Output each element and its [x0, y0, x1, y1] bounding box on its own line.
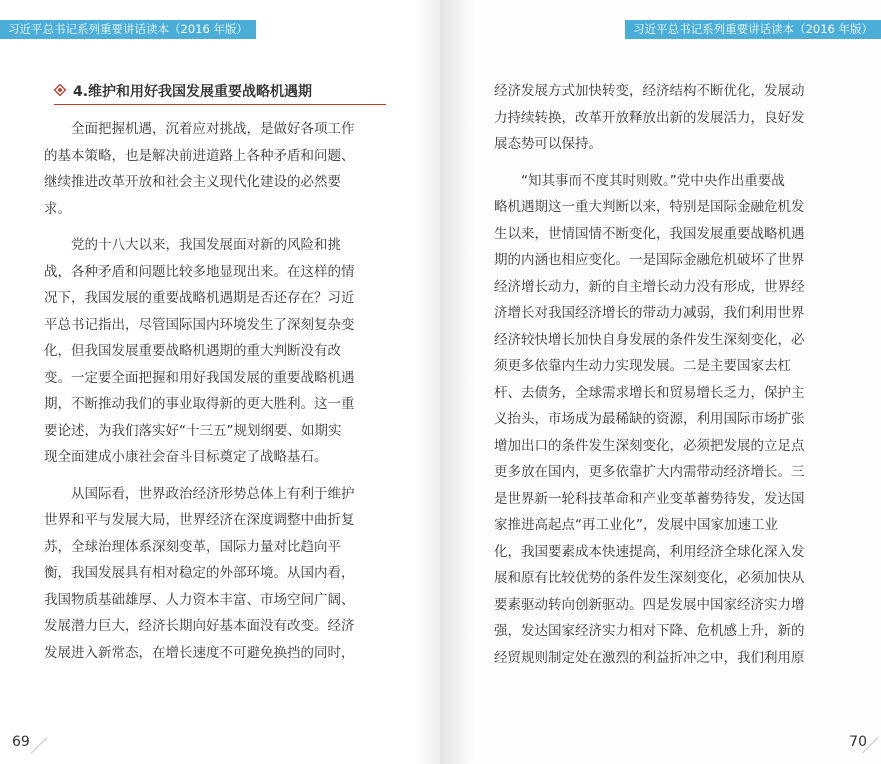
text-line: 更多放在国内，更多依靠扩大内需带动经济增长。三: [494, 464, 805, 480]
text-line: 化，但我国发展重要战略机遇期的重大判断没有改: [44, 343, 341, 359]
right-body-text: [494, 78, 834, 671]
text-line: 家推进高起点“再工业化”，发展中国家加速工业: [494, 517, 778, 533]
text-line: 化，我国要素成本快速提高，利用经济全球化深入发: [494, 543, 805, 560]
text-line: 我国物质基础雄厚、人力资本丰富、市场空间广阔、: [44, 591, 355, 608]
text-line: 党的十八大以来，我国发展面对新的风险和挑: [71, 237, 341, 253]
text-line: 要素驱动转向创新驱动。四是发展中国家经济实力增: [494, 596, 805, 613]
text-line: 经贸规则制定处在激烈的利益折冲之中，我们利用原: [494, 649, 805, 666]
running-header-left: 习近平总书记系列重要讲话读本（2016 年版）: [0, 20, 256, 39]
running-header-right: 习近平总书记系列重要讲话读本（2016 年版）: [625, 20, 881, 39]
text-line: 求。: [44, 200, 71, 217]
text-line: 发展进入新常态，在增长速度不可避免换挡的同时，: [44, 644, 355, 661]
text-line: 发展潜力巨大，经济长期向好基本面没有改变。经济: [44, 618, 355, 634]
text-line: 苏，全球治理体系深刻变革，国际力量对比趋向平: [44, 538, 341, 555]
diamond-icon: [54, 84, 66, 96]
text-line: 全面把握机遇，沉着应对挑战，是做好各项工作: [71, 121, 355, 137]
text-line: 强，发达国家经济实力相对下降、危机感上升，新的: [494, 623, 805, 639]
page-corner-mark: [31, 737, 47, 753]
section-heading: [54, 80, 386, 105]
text-line: 力持续转换，改革开放释放出新的发展活力，良好发: [494, 109, 805, 126]
text-line: 经济增长动力，新的自主增长动力没有形成，世界经: [494, 278, 805, 295]
text-line: 须更多依靠内生动力实现发展。二是主要国家去杠: [494, 358, 791, 374]
left-page: [0, 0, 440, 764]
paragraph: [44, 232, 384, 471]
left-body-text: [44, 116, 384, 666]
text-line: 平总书记指出，尽管国际国内环境发生了深刻复杂变: [44, 316, 355, 333]
paragraph: [494, 168, 834, 672]
text-line: 期的内涵也相应变化。一是国际金融危机破坏了世界: [494, 252, 805, 268]
text-line: 展和原有比较优势的条件发生深刻变化，必须加快从: [494, 570, 805, 586]
text-line: 略机遇期这一重大判断以来，特别是国际金融危机发: [494, 199, 805, 215]
page-number-right: 70: [849, 734, 867, 750]
text-line: 义抬头，市场成为最稀缺的资源，利用国际市场扩张: [494, 411, 805, 427]
text-line: 况下，我国发展的重要战略机遇期是否还存在？习近: [44, 290, 355, 306]
text-line: 战，各种矛盾和问题比较多地显现出来。在这样的情: [44, 263, 355, 280]
gutter-shadow: [440, 0, 474, 764]
paragraph: [44, 116, 384, 222]
text-line: 变。一定要全面把握和用好我国发展的重要战略机遇: [44, 369, 355, 386]
text-line: 期，不断推动我们的事业取得新的更大胜利。这一重: [44, 396, 355, 412]
paragraph: [44, 481, 384, 667]
text-line: 世界和平与发展大局，世界经济在深度调整中曲折复: [44, 512, 355, 528]
text-line: “知其事而不度其时则败。”党中央作出重要战: [521, 172, 785, 189]
text-line: 从国际看，世界政治经济形势总体上有利于维护: [71, 485, 355, 502]
text-line: 要论述，为我们落实好“十三五”规划纲要、如期实: [44, 422, 342, 439]
text-line: 现全面建成小康社会奋斗目标奠定了战略基石。: [44, 449, 328, 465]
text-line: 继续推进改革开放和社会主义现代化建设的必然要: [44, 174, 341, 190]
text-line: 是世界新一轮科技革命和产业变革蓄势待发，发达国: [494, 490, 805, 507]
text-line: 杆、去债务，全球需求增长和贸易增长乏力，保护主: [494, 384, 805, 401]
gutter-shadow: [414, 0, 440, 764]
section-title: 4.维护和用好我国发展重要战略机遇期: [73, 84, 313, 100]
paragraph: [494, 78, 834, 158]
page-number-left: 69: [12, 734, 30, 750]
text-line: 生以来，世情国情不断变化，我国发展重要战略机遇: [494, 225, 805, 242]
text-line: 经济较快增长加快自身发展的条件发生深刻变化，必: [494, 331, 805, 348]
right-page: [440, 0, 881, 764]
text-line: 展态势可以保持。: [494, 136, 602, 152]
text-line: 衡，我国发展具有相对稳定的外部环境。从国内看，: [44, 565, 355, 581]
text-line: 的基本策略，也是解决前进道路上各种矛盾和问题、: [44, 147, 355, 164]
text-line: 济增长对我国经济增长的带动力减弱，我们利用世界: [494, 305, 805, 321]
text-line: 增加出口的条件发生深刻变化，必须把发展的立足点: [494, 437, 805, 454]
text-line: 经济发展方式加快转变，经济结构不断优化，发展动: [494, 83, 805, 99]
